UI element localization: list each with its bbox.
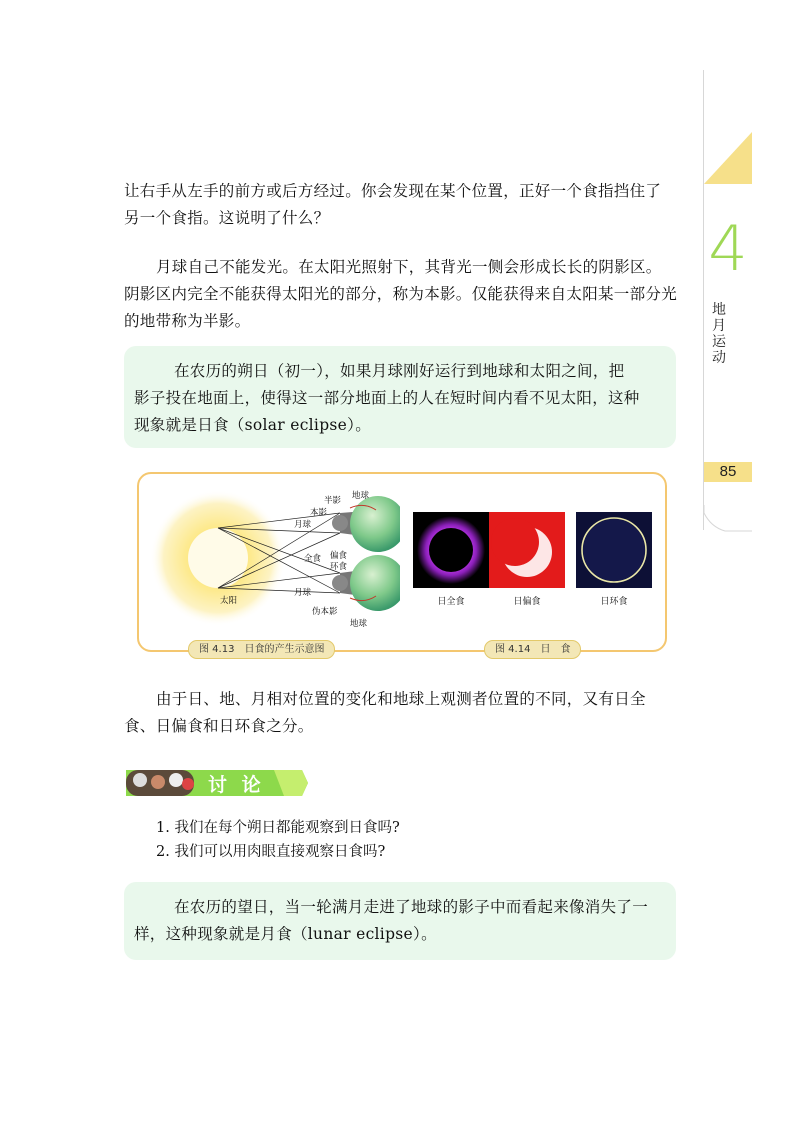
figure-caption-4-13: 图 4.13 日食的产生示意图 <box>188 640 335 659</box>
text-line: 在农历的朔日（初一），如果月球刚好运行到地球和太阳之间，把 <box>174 362 625 380</box>
text-line: 的地带称为半影。 <box>124 312 251 330</box>
label-umbra: 本影 <box>310 508 328 518</box>
partial-eclipse-photo <box>489 512 565 588</box>
page-curl-decoration <box>703 505 753 535</box>
text-line: 食、日偏食和日环食之分。 <box>124 717 314 735</box>
text-line: 现象就是日食（solar eclipse）。 <box>134 416 371 434</box>
label-partial: 偏食 <box>330 551 348 561</box>
label-penumbra: 半影 <box>324 496 342 506</box>
text-line: 阴影区内完全不能获得太阳光的部分，称为本影。仅能获得来自太阳某一部分光 <box>124 285 678 303</box>
photo-caption: 日偏食 <box>513 597 541 607</box>
paragraph-eclipse-types <box>124 686 680 740</box>
text-line: 由于日、地、月相对位置的变化和地球上观测者位置的不同，又有日全 <box>156 690 646 708</box>
definition-box-lunar-eclipse <box>124 882 676 960</box>
label-moon-top: 月球 <box>294 520 312 530</box>
text-line: 月球自己不能发光。在太阳光照射下，其背光一侧会形成长长的阴影区。 <box>156 258 662 276</box>
chapter-label: 地月运动 <box>712 302 726 366</box>
definition-text <box>134 358 664 439</box>
paragraph-shadow <box>124 254 680 335</box>
label-earth-bottom: 地球 <box>350 619 368 629</box>
paragraph-intro <box>124 178 680 232</box>
chapter-number: 4 <box>708 212 748 285</box>
discussion-list <box>156 816 400 864</box>
label-moon-bottom: 月球 <box>294 588 312 598</box>
side-tab-corner <box>704 132 752 184</box>
text-line: 影子投在地面上，使得这一部分地面上的人在短时间内看不见太阳，这种 <box>134 389 640 407</box>
definition-box-solar-eclipse <box>124 346 676 448</box>
sun-icon <box>150 490 286 626</box>
label-total: 全食 <box>304 554 322 564</box>
text-line: 另一个食指。这说明了什么？ <box>124 209 330 227</box>
text-line: 让右手从左手的前方或后方经过。你会发现在某个位置，正好一个食指挡住了 <box>124 182 662 200</box>
students-photo-icon <box>126 770 194 796</box>
photo-caption: 日全食 <box>437 597 465 607</box>
earth-icon <box>350 496 400 611</box>
label-earth-top: 地球 <box>352 491 370 501</box>
definition-text <box>134 894 664 948</box>
text-line: 在农历的望日，当一轮满月走进了地球的影子中而看起来像消失了一 <box>174 898 649 916</box>
label-antumbra: 伪本影 <box>312 607 338 617</box>
list-item: 1. 我们在每个朔日都能观察到日食吗? <box>156 820 400 836</box>
annular-eclipse-photo <box>576 512 652 588</box>
list-item: 2. 我们可以用肉眼直接观察日食吗? <box>156 844 386 860</box>
page-number: 85 <box>719 463 737 480</box>
text-line: 样，这种现象就是月食（lunar eclipse）。 <box>134 925 437 943</box>
discussion-title: 讨 论 <box>208 774 265 796</box>
figure-caption-4-14: 图 4.14 日 食 <box>484 640 581 659</box>
label-annular: 环食 <box>330 562 348 572</box>
total-eclipse-photo <box>413 512 489 588</box>
eclipse-diagram <box>150 480 400 640</box>
label-sun: 太阳 <box>220 596 238 606</box>
photo-caption: 日环食 <box>600 597 628 607</box>
